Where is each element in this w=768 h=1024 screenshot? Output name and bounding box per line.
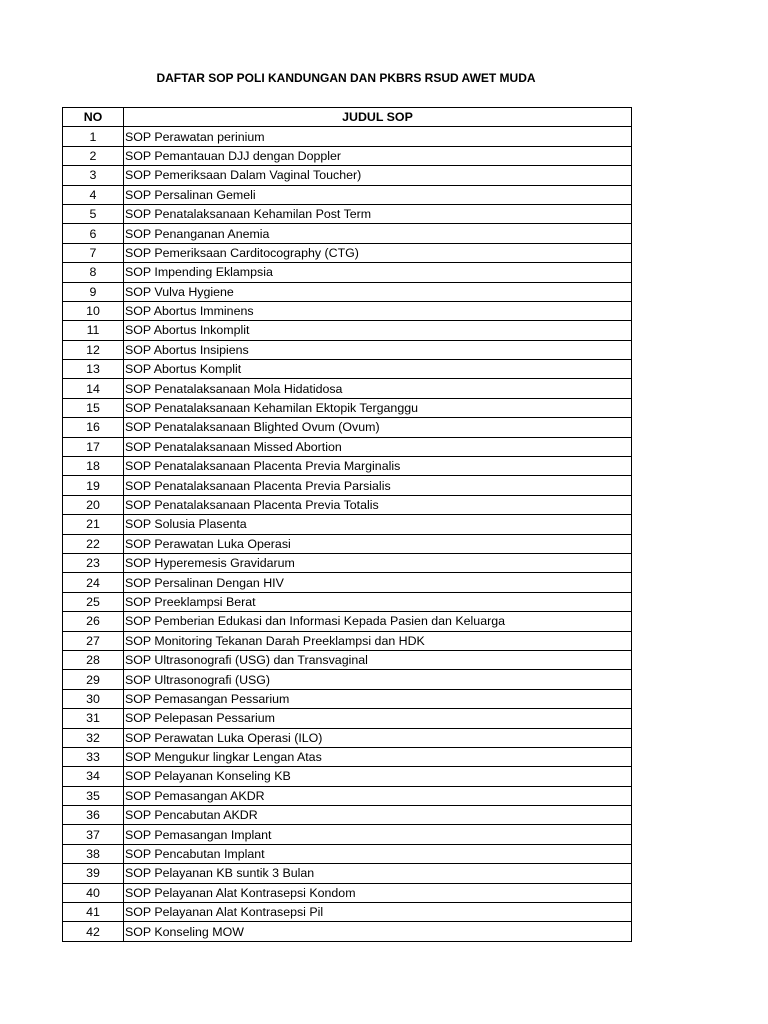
row-number: 29	[63, 670, 124, 689]
row-number: 24	[63, 573, 124, 592]
row-number: 21	[63, 515, 124, 534]
row-number: 38	[63, 844, 124, 863]
sop-title: SOP Ultrasonografi (USG)	[124, 670, 632, 689]
row-number: 42	[63, 922, 124, 941]
sop-title: SOP Pelayanan Alat Kontrasepsi Pil	[124, 903, 632, 922]
row-number: 9	[63, 282, 124, 301]
sop-title: SOP Perawatan Luka Operasi (ILO)	[124, 728, 632, 747]
row-number: 32	[63, 728, 124, 747]
table-row	[63, 495, 632, 514]
row-number: 6	[63, 224, 124, 243]
sop-title: SOP Mengukur lingkar Lengan Atas	[124, 747, 632, 766]
table-row	[63, 786, 632, 805]
sop-title: SOP Penatalaksanaan Placenta Previa Parsialis	[124, 476, 632, 495]
sop-table	[62, 107, 632, 942]
sop-title: SOP Abortus Komplit	[124, 360, 632, 379]
sop-title: SOP Pemasangan AKDR	[124, 786, 632, 805]
table-row	[63, 127, 632, 146]
table-row	[63, 534, 632, 553]
table-row	[63, 573, 632, 592]
sop-title: SOP Pelepasan Pessarium	[124, 709, 632, 728]
sop-title: SOP Konseling MOW	[124, 922, 632, 941]
table-row	[63, 689, 632, 708]
table-row	[63, 903, 632, 922]
sop-title: SOP Solusia Plasenta	[124, 515, 632, 534]
sop-title: SOP Hyperemesis Gravidarum	[124, 553, 632, 572]
row-number: 19	[63, 476, 124, 495]
sop-title: SOP Penanganan Anemia	[124, 224, 632, 243]
table-body	[63, 127, 632, 941]
row-number: 31	[63, 709, 124, 728]
table-row	[63, 224, 632, 243]
sop-title: SOP Abortus Inkomplit	[124, 321, 632, 340]
table-row	[63, 806, 632, 825]
row-number: 22	[63, 534, 124, 553]
table-row	[63, 379, 632, 398]
sop-title: SOP Impending Eklampsia	[124, 263, 632, 282]
sop-title: SOP Penatalaksanaan Placenta Previa Totalis	[124, 495, 632, 514]
table-row	[63, 515, 632, 534]
sop-title: SOP Penatalaksanaan Kehamilan Ektopik Terganggu	[124, 398, 632, 417]
sop-title: SOP Penatalaksanaan Blighted Ovum (Ovum)	[124, 418, 632, 437]
table-row	[63, 844, 632, 863]
table-row	[63, 670, 632, 689]
row-number: 7	[63, 243, 124, 262]
row-number: 41	[63, 903, 124, 922]
row-number: 15	[63, 398, 124, 417]
sop-title: SOP Pencabutan AKDR	[124, 806, 632, 825]
row-number: 12	[63, 340, 124, 359]
row-number: 11	[63, 321, 124, 340]
table-row	[63, 301, 632, 320]
sop-title: SOP Pelayanan KB suntik 3 Bulan	[124, 864, 632, 883]
table-row	[63, 922, 632, 941]
sop-title: SOP Pelayanan Konseling KB	[124, 767, 632, 786]
table-row	[63, 418, 632, 437]
sop-title: SOP Perawatan Luka Operasi	[124, 534, 632, 553]
table-row	[63, 864, 632, 883]
table-row	[63, 398, 632, 417]
row-number: 5	[63, 204, 124, 223]
sop-title: SOP Pemasangan Implant	[124, 825, 632, 844]
row-number: 39	[63, 864, 124, 883]
table-row	[63, 321, 632, 340]
row-number: 34	[63, 767, 124, 786]
row-number: 18	[63, 457, 124, 476]
table-row	[63, 457, 632, 476]
sop-title: SOP Penatalaksanaan Placenta Previa Marginalis	[124, 457, 632, 476]
sop-title: SOP Abortus Insipiens	[124, 340, 632, 359]
sop-title: SOP Persalinan Gemeli	[124, 185, 632, 204]
row-number: 3	[63, 166, 124, 185]
row-number: 4	[63, 185, 124, 204]
header-no: NO	[63, 108, 124, 127]
table-row	[63, 650, 632, 669]
row-number: 10	[63, 301, 124, 320]
table-row	[63, 883, 632, 902]
row-number: 28	[63, 650, 124, 669]
table-row	[63, 476, 632, 495]
row-number: 17	[63, 437, 124, 456]
row-number: 35	[63, 786, 124, 805]
sop-title: SOP Pemberian Edukasi dan Informasi Kepada Pasien dan Keluarga	[124, 612, 632, 631]
sop-title: SOP Penatalaksanaan Mola Hidatidosa	[124, 379, 632, 398]
table-row	[63, 709, 632, 728]
row-number: 27	[63, 631, 124, 650]
table-row	[63, 612, 632, 631]
row-number: 20	[63, 495, 124, 514]
row-number: 36	[63, 806, 124, 825]
row-number: 30	[63, 689, 124, 708]
sop-title: SOP Pemeriksaan Dalam Vaginal Toucher)	[124, 166, 632, 185]
sop-title: SOP Persalinan Dengan HIV	[124, 573, 632, 592]
table-row	[63, 243, 632, 262]
sop-title: SOP Pencabutan Implant	[124, 844, 632, 863]
header-judul-sop: JUDUL SOP	[124, 108, 632, 127]
row-number: 16	[63, 418, 124, 437]
table-header-row	[63, 108, 632, 127]
sop-title: SOP Pemasangan Pessarium	[124, 689, 632, 708]
row-number: 33	[63, 747, 124, 766]
sop-title: SOP Abortus Imminens	[124, 301, 632, 320]
table-row	[63, 767, 632, 786]
row-number: 37	[63, 825, 124, 844]
row-number: 26	[63, 612, 124, 631]
sop-title: SOP Perawatan perinium	[124, 127, 632, 146]
sop-title: SOP Vulva Hygiene	[124, 282, 632, 301]
table-row	[63, 360, 632, 379]
table-row	[63, 204, 632, 223]
table-row	[63, 728, 632, 747]
row-number: 2	[63, 146, 124, 165]
table-row	[63, 263, 632, 282]
table-row	[63, 825, 632, 844]
table-row	[63, 592, 632, 611]
row-number: 14	[63, 379, 124, 398]
row-number: 8	[63, 263, 124, 282]
row-number: 23	[63, 553, 124, 572]
table-row	[63, 146, 632, 165]
row-number: 25	[63, 592, 124, 611]
sop-title: SOP Ultrasonografi (USG) dan Transvaginal	[124, 650, 632, 669]
sop-title: SOP Pemantauan DJJ dengan Doppler	[124, 146, 632, 165]
sop-title: SOP Preeklampsi Berat	[124, 592, 632, 611]
table-row	[63, 747, 632, 766]
table-row	[63, 166, 632, 185]
sop-title: SOP Pemeriksaan Carditocography (CTG)	[124, 243, 632, 262]
table-row	[63, 437, 632, 456]
sop-title: SOP Monitoring Tekanan Darah Preeklampsi dan HDK	[124, 631, 632, 650]
document-title: DAFTAR SOP POLI KANDUNGAN DAN PKBRS RSUD AWET MUDA	[156, 71, 536, 85]
sop-title: SOP Penatalaksanaan Missed Abortion	[124, 437, 632, 456]
table-row	[63, 340, 632, 359]
table-row	[63, 631, 632, 650]
table-row	[63, 282, 632, 301]
table-row	[63, 553, 632, 572]
row-number: 1	[63, 127, 124, 146]
sop-title: SOP Pelayanan Alat Kontrasepsi Kondom	[124, 883, 632, 902]
row-number: 13	[63, 360, 124, 379]
table-row	[63, 185, 632, 204]
sop-title: SOP Penatalaksanaan Kehamilan Post Term	[124, 204, 632, 223]
row-number: 40	[63, 883, 124, 902]
